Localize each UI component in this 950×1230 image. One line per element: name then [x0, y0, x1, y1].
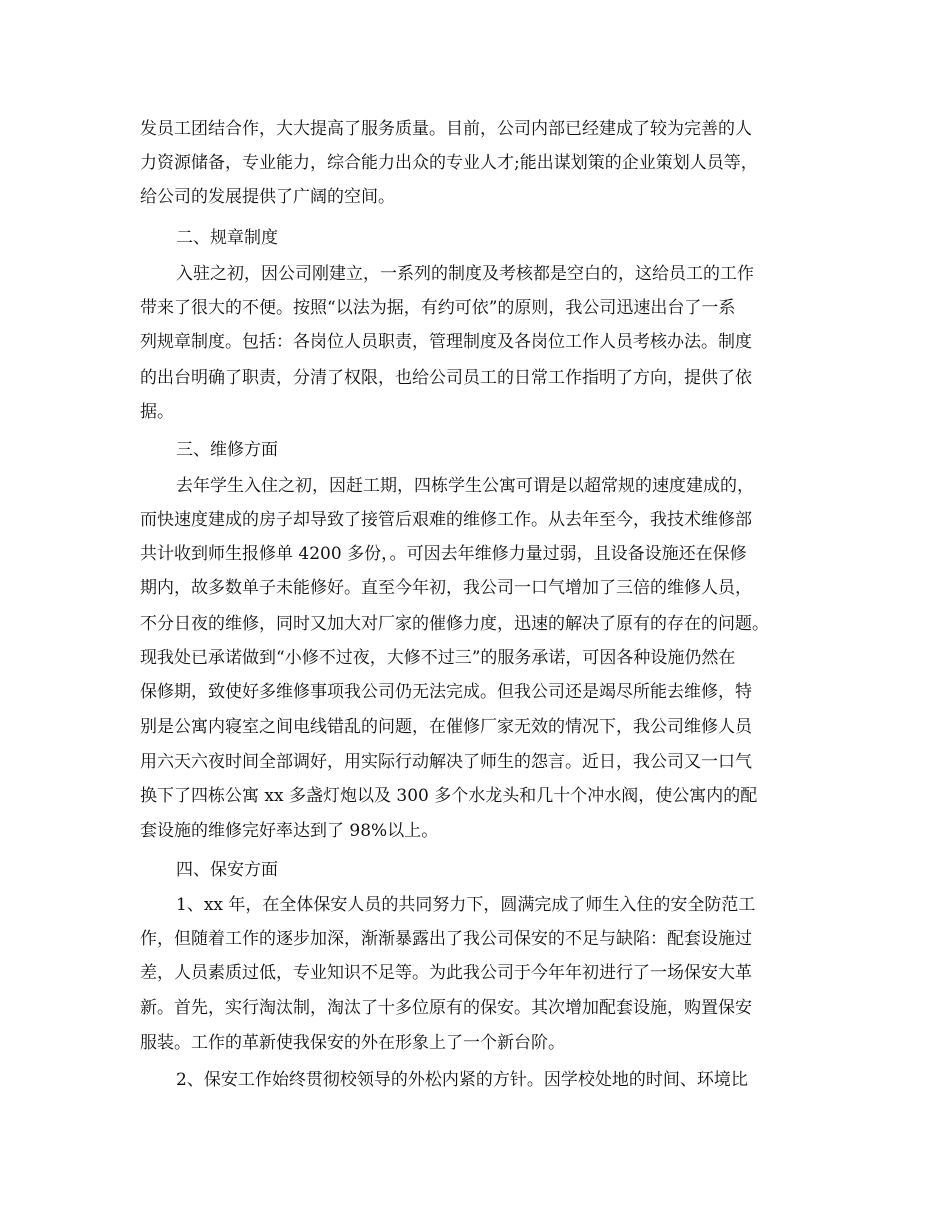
body-text-line: 保修期，致使好多维修事项我公司仍无法完成。但我公司还是竭尽所能去维修，特 [140, 682, 752, 702]
body-text-line: 共计收到师生报修单 4200 多份，。可因去年维修力量过弱，且设备设施还在保修 [140, 544, 747, 564]
body-text-line: 套设施的维修完好率达到了 98%以上。 [140, 821, 439, 841]
body-text-line: 作，但随着工作的逐步加深，渐渐暴露出了我公司保安的不足与缺陷：配套设施过 [140, 929, 752, 949]
body-text-line: 不分日夜的维修，同时又加大对厂家的催修力度，迅速的解决了原有的存在的问题。 [140, 614, 769, 634]
body-text-line: 发员工团结合作，大大提高了服务质量。目前，公司内部已经建成了较为完善的人 [140, 119, 752, 139]
body-text-line: 据。 [140, 402, 174, 422]
body-text-line: 差，人员素质过低，专业知识不足等。为此我公司于今年年初进行了一场保安大革 [140, 963, 752, 983]
paragraph-first-line: 去年学生入住之初，因赶工期，四栋学生公寓可谓是以超常规的速度建成的， [176, 476, 754, 496]
body-text-line: 服装。工作的革新使我保安的外在形象上了一个新台阶。 [140, 1033, 565, 1053]
body-text-line: 列规章制度。包括：各岗位人员职责，管理制度及各岗位工作人员考核办法。制度 [140, 332, 752, 352]
section-heading: 三、维修方面 [176, 440, 278, 460]
body-text-line: 现我处已承诺做到“小修不过夜，大修不过三”的服务承诺，可因各种设施仍然在 [140, 648, 736, 668]
body-text-line: 的出台明确了职责，分清了权限，也给公司员工的日常工作指明了方向，提供了依 [140, 368, 752, 388]
body-text-line: 力资源储备，专业能力，综合能力出众的专业人才;能出谋划策的企业策划人员等， [140, 153, 758, 173]
body-text-line: 新。首先，实行淘汰制，淘汰了十多位原有的保安。其次增加配套设施，购置保安 [140, 998, 752, 1018]
paragraph-first-line: 入驻之初，因公司刚建立，一系列的制度及考核都是空白的，这给员工的工作 [176, 264, 754, 284]
body-text-line: 用六天六夜时间全部调好，用实际行动解决了师生的怨言。近日，我公司又一口气 [140, 752, 752, 772]
paragraph-first-line: 2、保安工作始终贯彻校领导的外松内紧的方针。因学校处地的时间、环境比 [176, 1070, 748, 1090]
body-text-line: 换下了四栋公寓 xx 多盏灯炮以及 300 多个水龙头和几十个冲水阀，使公寓内的配 [140, 786, 758, 806]
body-text-line: 而快速度建成的房子却导致了接管后艰难的维修工作。从去年至今，我技术维修部 [140, 510, 752, 530]
section-heading: 四、保安方面 [176, 860, 278, 880]
paragraph-first-line: 1、xx 年，在全体保安人员的共同努力下，圆满完成了师生入住的安全防范工 [176, 895, 756, 915]
body-text-line: 带来了很大的不便。按照“以法为据，有约可依”的原则，我公司迅速出台了一系 [140, 298, 736, 318]
body-text-line: 期内，故多数单子未能修好。直至今年初，我公司一口气增加了三倍的维修人员， [140, 578, 752, 598]
body-text-line: 给公司的发展提供了广阔的空间。 [140, 187, 395, 207]
body-text-line: 别是公寓内寝室之间电线错乱的问题，在催修厂家无效的情况下，我公司维修人员 [140, 717, 752, 737]
section-heading: 二、规章制度 [176, 228, 278, 248]
